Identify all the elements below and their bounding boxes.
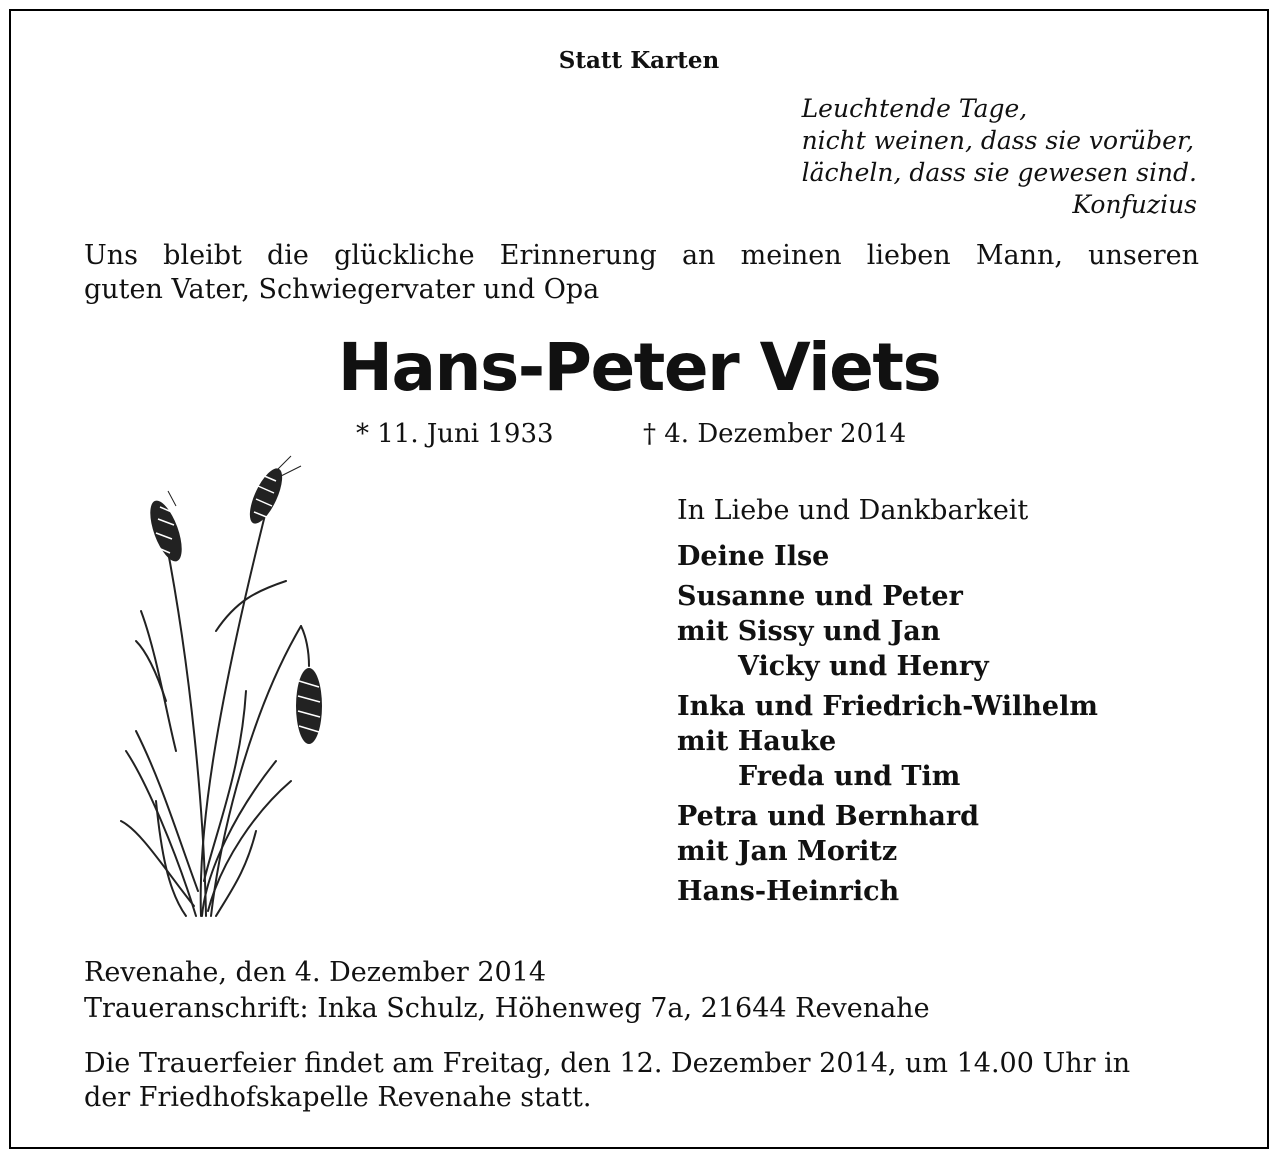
place-date: Revenahe, den 4. Dezember 2014 [84,957,547,988]
intro-line: Uns bleibt die glückliche Erinnerung an meinen lieben Mann, unseren [84,240,1199,271]
signer-line: Inka und Friedrich-Wilhelm [677,691,1098,722]
intro-text [84,239,1199,307]
signer-line: mit Jan Moritz [677,836,898,867]
service-line: Die Trauerfeier findet am Freitag, den 12. Dezember 2014, um 14.00 Uhr in [84,1048,1131,1079]
signer-group [677,539,1098,574]
signer-line: mit Hauke [677,726,837,757]
signer-line: Deine Ilse [677,541,830,572]
greeting: In Liebe und Dankbarkeit [677,495,1029,526]
signer-group [677,689,1098,794]
signer-line: Petra und Bernhard [677,801,979,832]
place-and-address [84,955,930,1027]
service-line: der Friedhofskapelle Revenahe statt. [84,1082,592,1113]
intro-line: guten Vater, Schwiegervater und Opa [84,274,600,305]
mourning-address: Traueranschrift: Inka Schulz, Höhenweg 7a, 21644 Revenahe [84,993,930,1024]
signer-line: Freda und Tim [738,761,961,792]
funeral-service-info [84,1047,1204,1115]
signer-group [677,799,1098,869]
header-statt-karten: Statt Karten [558,47,720,74]
poem-author: Konfuzius [1072,190,1197,219]
signer-line: Susanne und Peter [677,581,963,612]
poem-line: lächeln, dass sie gewesen sind. [801,158,1197,187]
signer-line: Vicky und Henry [738,651,989,682]
obituary-notice [9,9,1269,1149]
signer-group [677,874,1098,909]
poem-line: nicht weinen, dass sie vorüber, [801,126,1195,155]
deceased-name: Hans-Peter Viets [337,329,941,406]
poem-line: Leuchtende Tage, [801,94,1028,123]
poem-quote [802,93,1197,221]
birth-date: * 11. Juni 1933 [356,419,554,449]
signer-group [677,579,1098,684]
signer-line: Hans-Heinrich [677,876,900,907]
signer-line: mit Sissy und Jan [677,616,941,647]
signers-list [677,539,1098,909]
death-date: † 4. Dezember 2014 [643,419,907,449]
wheat-illustration [106,451,336,921]
